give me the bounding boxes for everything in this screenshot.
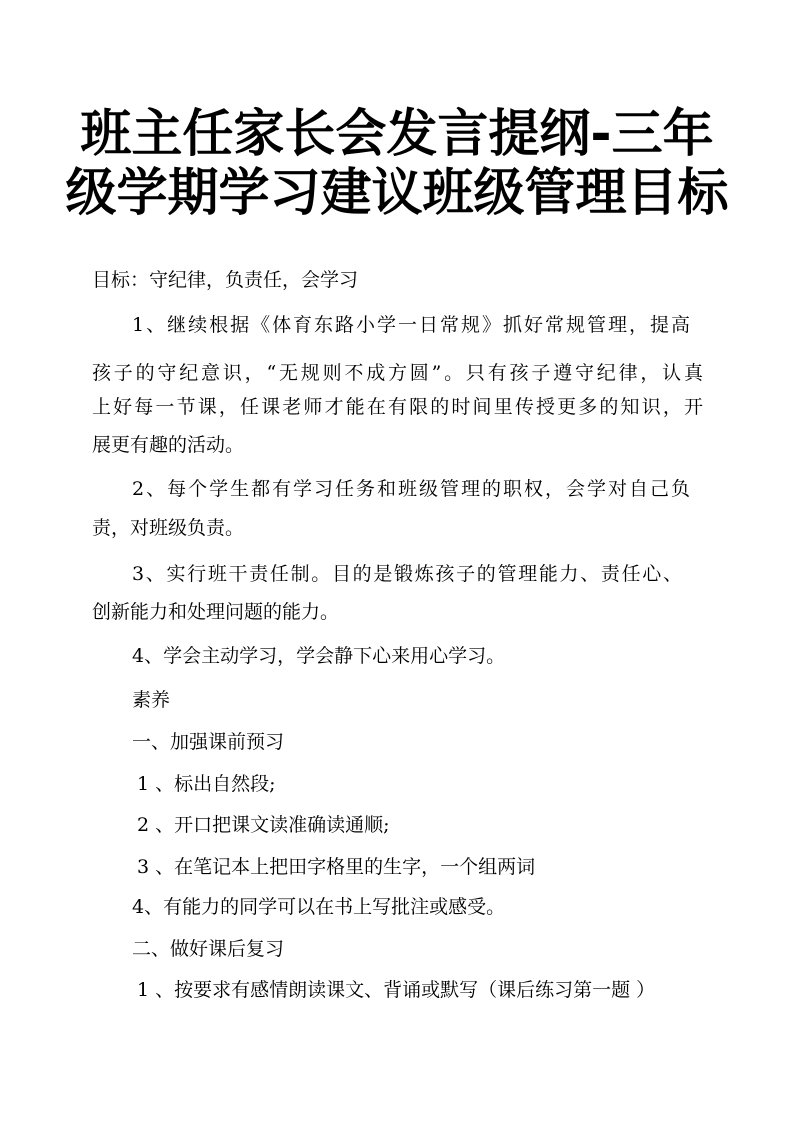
document-title-line-2: 级学期学习建议班级管理目标 (65, 164, 729, 223)
item-2-line-2: 责，对班级负责。 (92, 517, 245, 539)
section-1-heading: 一、加强课前预习 (132, 731, 285, 753)
item-1-line-4: 展更有趣的活动。 (92, 434, 245, 456)
item-3-line-2: 创新能力和处理问题的能力。 (92, 601, 340, 623)
literacy-heading: 素养 (132, 689, 171, 711)
section-1-item-3: 3 、在笔记本上把田字格里的生字，一个组两词 (137, 856, 536, 878)
section-1-item-4: 4、有能力的同学可以在书上写批注或感受。 (132, 896, 506, 918)
item-2-line-1: 2、每个学生都有学习任务和班级管理的职权，会学对自己负 (132, 478, 690, 500)
section-1-item-1: 1 、标出自然段; (137, 773, 276, 795)
item-1-line-1: 1、继续根据《体育东路小学一日常规》抓好常规管理，提高 (132, 314, 690, 336)
item-4: 4、学会主动学习，学会静下心来用心学习。 (132, 645, 506, 667)
goal-statement: 目标：守纪律，负责任，会学习 (92, 269, 359, 291)
item-1-line-3: 上好每一节课，任课老师才能在有限的时间里传授更多的知识，开 (92, 396, 703, 418)
section-1-item-2: 2 、开口把课文读准确读通顺; (137, 814, 390, 836)
section-2-heading: 二、做好课后复习 (132, 938, 285, 960)
item-3-line-1: 3、实行班干责任制。目的是锻炼孩子的管理能力、责任心、 (132, 563, 682, 585)
document-title-line-1: 班主任家长会发言提纲-三年 (80, 105, 714, 164)
section-2-item-1: 1 、按要求有感情朗读课文、背诵或默写（课后练习第一题 ） (137, 979, 656, 1001)
item-1-line-2: 孩子的守纪意识，“无规则不成方圆”。只有孩子遵守纪律，认真 (92, 362, 703, 384)
